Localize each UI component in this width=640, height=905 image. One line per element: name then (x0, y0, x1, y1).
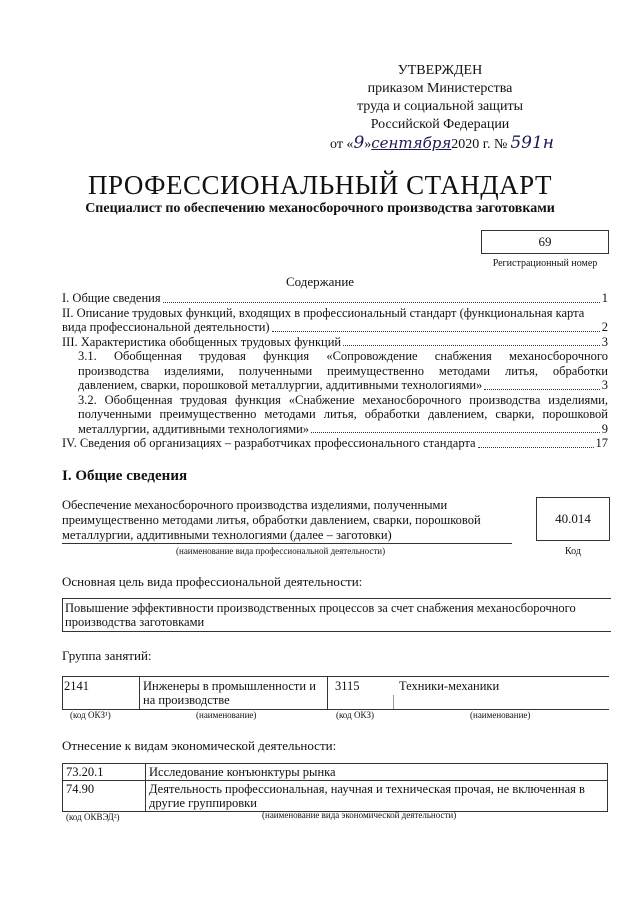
toc-heading: Содержание (285, 274, 355, 289)
registration-number-label: Регистрационный номер (492, 258, 598, 269)
handwritten-month: сентября (371, 134, 452, 152)
group-label: Группа занятий: (62, 648, 152, 663)
toc-item[interactable]: IV. Сведения об организациях – разработчиках профессионального стандарта 17 (62, 436, 608, 450)
toc-item[interactable]: III. Характеристика обобщенных трудовых функций 3 (62, 334, 608, 349)
occupation-group-table (62, 676, 609, 710)
okved-code-caption: (код ОКВЭД²) (66, 812, 120, 822)
registration-number-box: 69 (481, 230, 609, 254)
date-prefix: от « (330, 137, 354, 152)
okved-code: 73.20.1 (63, 764, 146, 781)
okz-name-caption: (наименование) (196, 710, 257, 720)
approval-date-line (330, 133, 554, 154)
okved-label: Отнесение к видам экономической деятельности: (62, 738, 337, 753)
okz-code: 2141 (64, 679, 89, 693)
okz-code-caption: (код ОКЗ¹) (70, 710, 111, 720)
toc-item[interactable]: II. Описание трудовых функций, входящих в профессиональный стандарт (функциональная карта вида профессиональной деятельности) 2 (62, 305, 608, 334)
approval-line: приказом Министерства (367, 81, 513, 96)
code-caption: Код (565, 546, 581, 557)
table-row (63, 764, 608, 781)
okz-code: 3115 (335, 679, 360, 693)
handwritten-day: 9 (353, 133, 365, 153)
okved-table (62, 763, 608, 812)
goal-box: Повышение эффективности производственных процессов за счет снабжения механосборочного производства заготовками (62, 598, 611, 632)
toc-item[interactable]: I. Общие сведения 1 (62, 291, 608, 305)
approval-title: УТВЕРЖДЕН (397, 63, 483, 78)
okz-name: Техники-механики (399, 679, 500, 693)
okz-code-caption: (код ОКЗ) (336, 710, 374, 720)
okved-name-caption: (наименование вида экономической деятельности) (262, 810, 457, 820)
toc-item[interactable]: 3.2. Обобщенная трудовая функция «Снабжение механосборочного производства изделиями, полученными преимущественно методами литья, обработки давлением, сварки, порошковой металлургии, аддитивными технологиями» 9 (78, 392, 608, 436)
table-of-contents (62, 291, 608, 451)
approval-line: Российской Федерации (370, 117, 510, 132)
approval-line: труда и социальной защиты (357, 99, 523, 114)
handwritten-number: 591н (510, 133, 554, 153)
okved-name: Деятельность профессиональная, научная и техническая прочая, не включенная в другие группировки (146, 781, 608, 812)
date-mid: » (364, 137, 372, 152)
okved-code: 74.90 (63, 781, 146, 812)
page-subtitle: Специалист по обеспечению механосборочного производства заготовками (85, 201, 555, 216)
okz-name: Инженеры в промышленности и на производстве (143, 679, 316, 707)
toc-item[interactable]: 3.1. Обобщенная трудовая функция «Сопровождение снабжения механосборочного производства изделиями, полученными преимущественно методами литья, обработки давлением, сварки, порошковой металлургии, аддитивными технологиями» 3 (78, 349, 608, 392)
activity-caption: (наименование вида профессиональной деятельности) (176, 546, 386, 556)
page-title: ПРОФЕССИОНАЛЬНЫЙ СТАНДАРТ (87, 170, 553, 200)
table-row (63, 781, 608, 812)
goal-label: Основная цель вида профессиональной деятельности: (62, 574, 363, 589)
okved-name: Исследование конъюнктуры рынка (146, 764, 608, 781)
date-year: 2020 г. № (451, 137, 508, 152)
approval-block (330, 62, 554, 154)
activity-name: Обеспечение механосборочного производства изделиями, полученными преимущественно методами литья, обработки давлением, сварки, порошковой металлургии, аддитивными технологиями (далее – заготовки) (62, 498, 512, 544)
activity-code: 40.014 (536, 497, 610, 541)
section-heading: I. Общие сведения (62, 468, 188, 484)
okz-name-caption: (наименование) (470, 710, 531, 720)
